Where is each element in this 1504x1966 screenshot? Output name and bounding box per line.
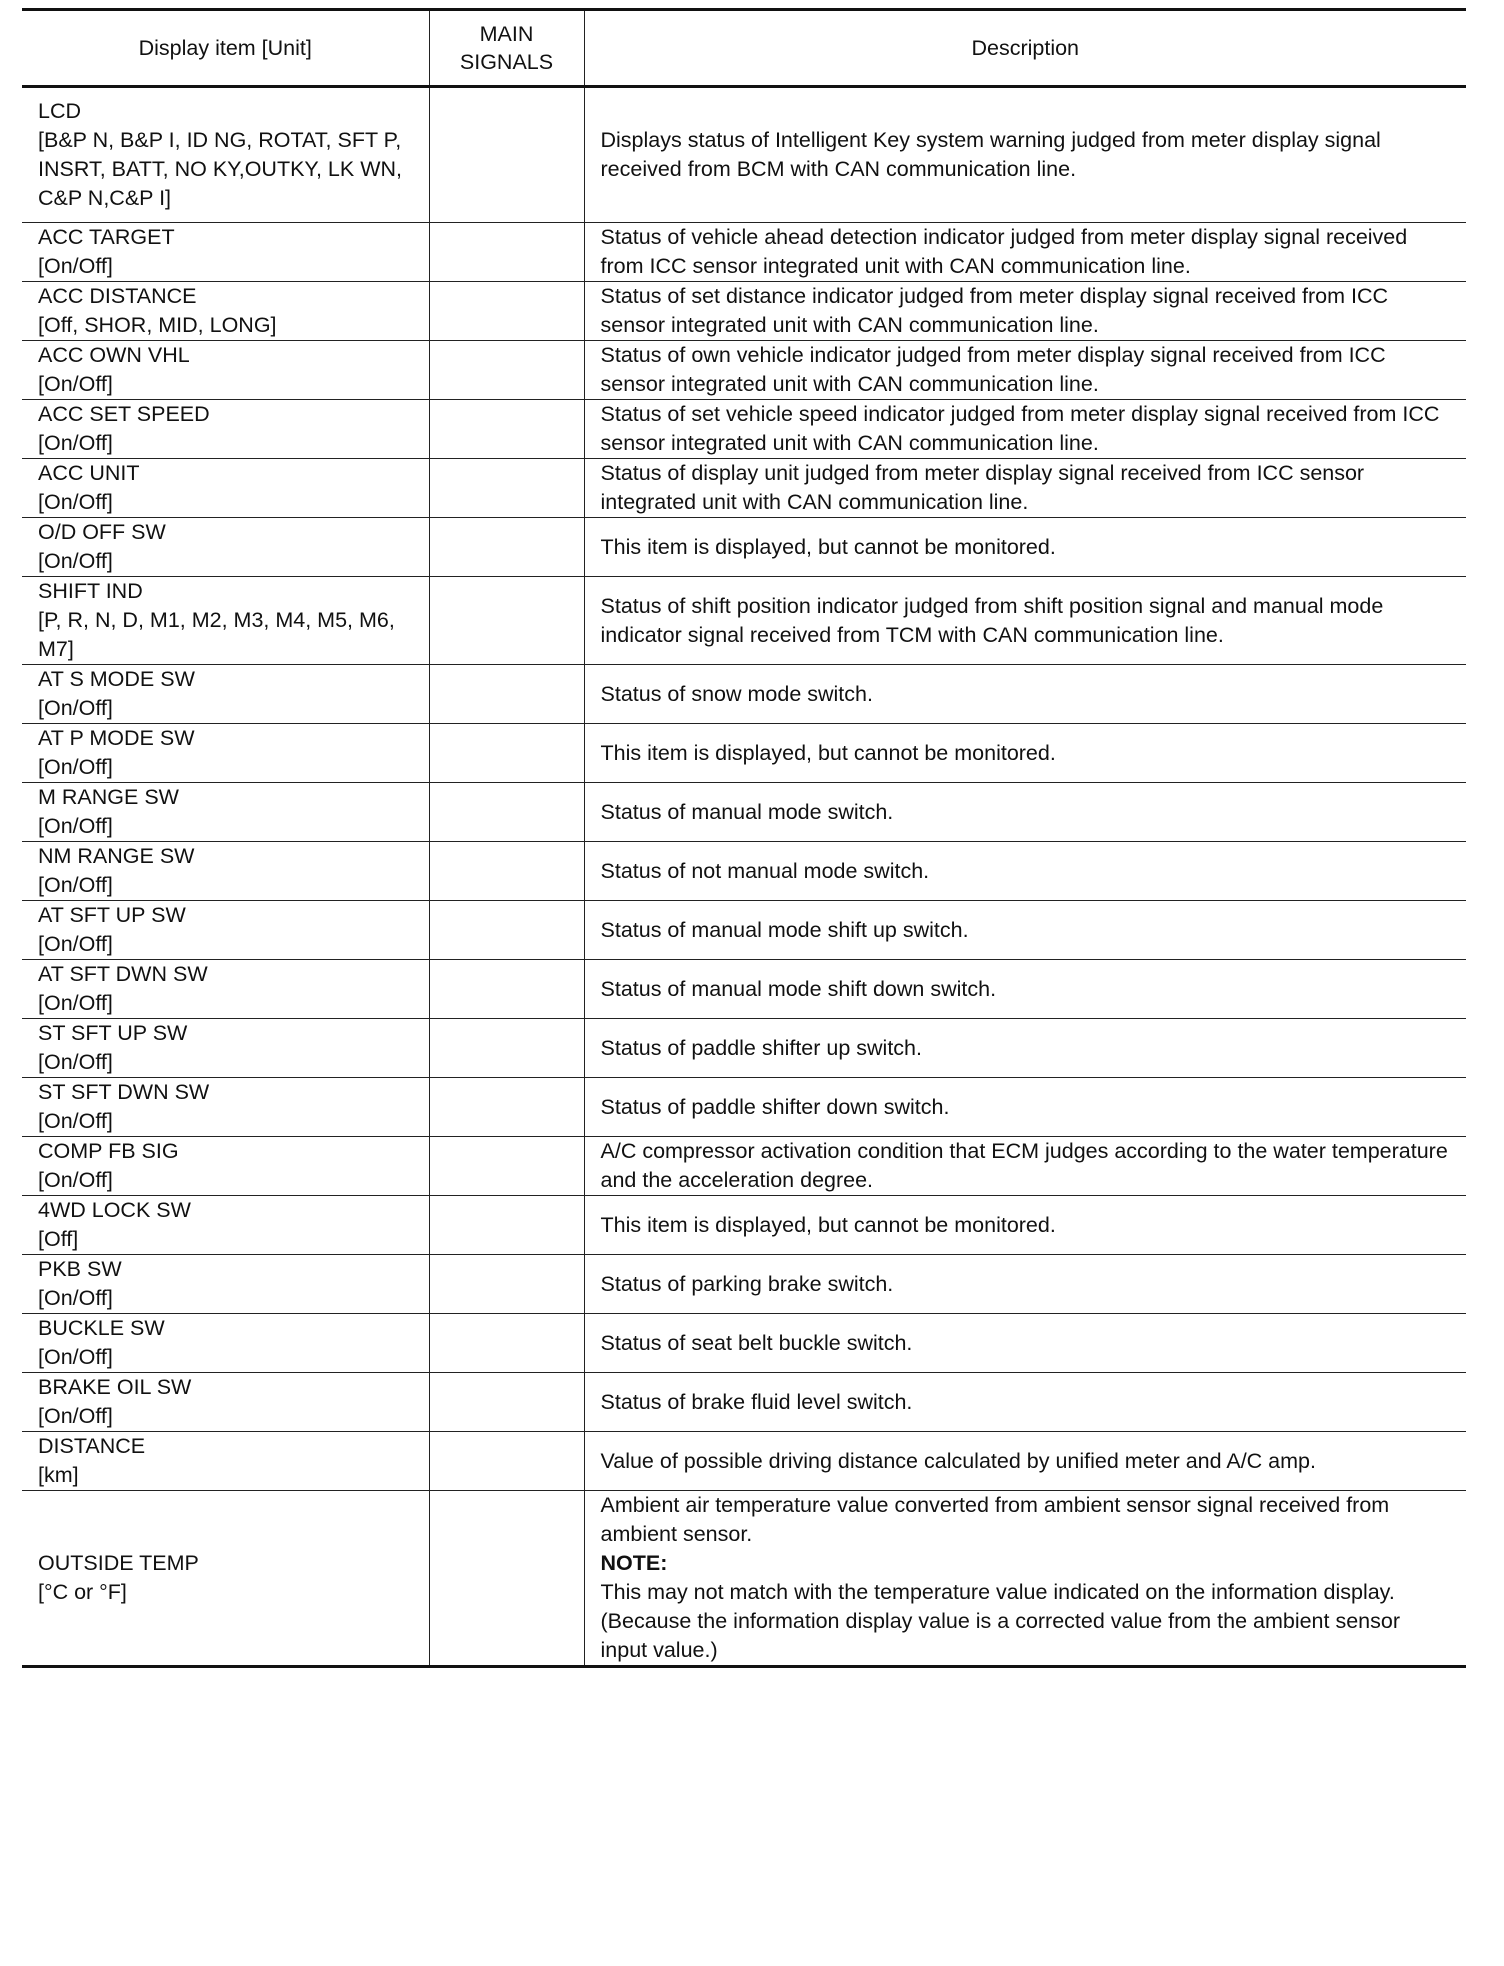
description-text: Status of set distance indicator judged from meter display signal received from ICC sensor integrated unit with CAN communication line. bbox=[600, 284, 1389, 337]
display-item-cell bbox=[22, 1078, 429, 1137]
table-row bbox=[22, 400, 1466, 459]
header-display-item: Display item [Unit] bbox=[22, 10, 429, 87]
item-unit: [On/Off] bbox=[38, 490, 113, 514]
item-name: SHIFT IND bbox=[38, 579, 143, 603]
table-row bbox=[22, 842, 1466, 901]
table-row bbox=[22, 783, 1466, 842]
header-description: Description bbox=[584, 10, 1466, 87]
table-row bbox=[22, 1078, 1466, 1137]
main-signals-cell bbox=[429, 1314, 584, 1373]
item-name: DISTANCE bbox=[38, 1434, 146, 1458]
description-cell bbox=[584, 1019, 1466, 1078]
item-unit: [°C or °F] bbox=[38, 1580, 127, 1604]
description-text: Status of display unit judged from meter display signal received from ICC sensor integrated unit with CAN communication line. bbox=[600, 461, 1365, 514]
main-signals-cell bbox=[429, 341, 584, 400]
table-row bbox=[22, 223, 1466, 282]
item-unit: [P, R, N, D, M1, M2, M3, M4, M5, M6, M7] bbox=[38, 608, 395, 661]
description-cell bbox=[584, 1196, 1466, 1255]
description-cell bbox=[584, 577, 1466, 665]
description-cell bbox=[584, 459, 1466, 518]
main-signals-cell bbox=[429, 1373, 584, 1432]
item-unit: [On/Off] bbox=[38, 1109, 113, 1133]
description-text: Status of vehicle ahead detection indicator judged from meter display signal received from ICC sensor integrated unit with CAN communication line. bbox=[600, 225, 1408, 278]
description-cell bbox=[584, 960, 1466, 1019]
description-text: Displays status of Intelligent Key system warning judged from meter display signal received from BCM with CAN communication line. bbox=[600, 128, 1381, 181]
display-item-cell bbox=[22, 87, 429, 223]
description-cell bbox=[584, 223, 1466, 282]
description-text: Status of manual mode shift down switch. bbox=[600, 976, 997, 1001]
item-unit: [On/Off] bbox=[38, 1404, 113, 1428]
item-name: BUCKLE SW bbox=[38, 1316, 165, 1340]
item-unit: [B&P N, B&P I, ID NG, ROTAT, SFT P, INSRT, BATT, NO KY,OUTKY, LK WN, C&P N,C&P I] bbox=[38, 128, 402, 210]
display-item-cell bbox=[22, 518, 429, 577]
item-name: COMP FB SIG bbox=[38, 1139, 179, 1163]
display-item-cell bbox=[22, 1019, 429, 1078]
item-name: ACC UNIT bbox=[38, 461, 140, 485]
description-cell bbox=[584, 282, 1466, 341]
main-signals-cell bbox=[429, 459, 584, 518]
table-row bbox=[22, 1373, 1466, 1432]
main-signals-cell bbox=[429, 282, 584, 341]
item-unit: [On/Off] bbox=[38, 1050, 113, 1074]
description-text: Status of paddle shifter up switch. bbox=[600, 1035, 922, 1060]
item-name: O/D OFF SW bbox=[38, 520, 166, 544]
display-item-cell bbox=[22, 842, 429, 901]
item-name: ACC SET SPEED bbox=[38, 402, 210, 426]
display-item-cell bbox=[22, 665, 429, 724]
description-text: Ambient air temperature value converted from ambient sensor signal received from ambient sensor. bbox=[600, 1493, 1390, 1546]
main-signals-cell bbox=[429, 1137, 584, 1196]
main-signals-cell bbox=[429, 1019, 584, 1078]
item-unit: [On/Off] bbox=[38, 755, 113, 779]
description-text: Status of own vehicle indicator judged from meter display signal received from ICC sensor integrated unit with CAN communication line. bbox=[600, 343, 1386, 396]
item-unit: [On/Off] bbox=[38, 696, 113, 720]
display-item-cell bbox=[22, 1255, 429, 1314]
display-item-cell bbox=[22, 1137, 429, 1196]
item-name: AT S MODE SW bbox=[38, 667, 195, 691]
item-unit: [On/Off] bbox=[38, 873, 113, 897]
item-unit: [On/Off] bbox=[38, 549, 113, 573]
main-signals-cell bbox=[429, 518, 584, 577]
description-cell bbox=[584, 1255, 1466, 1314]
description-text: A/C compressor activation condition that ECM judges according to the water temperature and the acceleration degree. bbox=[600, 1139, 1448, 1192]
main-signals-cell bbox=[429, 724, 584, 783]
item-unit: [On/Off] bbox=[38, 372, 113, 396]
table-row bbox=[22, 1019, 1466, 1078]
description-text: This item is displayed, but cannot be monitored. bbox=[600, 1212, 1056, 1237]
item-unit: [On/Off] bbox=[38, 1168, 113, 1192]
description-text: Status of brake fluid level switch. bbox=[600, 1389, 913, 1414]
item-unit: [On/Off] bbox=[38, 254, 113, 278]
description-cell bbox=[584, 1137, 1466, 1196]
description-cell bbox=[584, 400, 1466, 459]
description-text: Status of parking brake switch. bbox=[600, 1271, 894, 1296]
item-name: OUTSIDE TEMP bbox=[38, 1551, 199, 1575]
table-row bbox=[22, 518, 1466, 577]
main-signals-cell bbox=[429, 1432, 584, 1491]
description-cell bbox=[584, 87, 1466, 223]
table-row bbox=[22, 87, 1466, 223]
item-name: M RANGE SW bbox=[38, 785, 179, 809]
description-cell bbox=[584, 783, 1466, 842]
description-text: Status of set vehicle speed indicator judged from meter display signal received from ICC sensor integrated unit with CAN communication line. bbox=[600, 402, 1440, 455]
table-row bbox=[22, 1432, 1466, 1491]
description-text: Status of snow mode switch. bbox=[600, 681, 873, 706]
display-item-cell bbox=[22, 901, 429, 960]
main-signals-cell bbox=[429, 577, 584, 665]
display-item-cell bbox=[22, 1432, 429, 1491]
main-signals-cell bbox=[429, 783, 584, 842]
display-items-table bbox=[22, 8, 1466, 1668]
main-signals-cell bbox=[429, 1255, 584, 1314]
item-name: PKB SW bbox=[38, 1257, 122, 1281]
main-signals-cell bbox=[429, 901, 584, 960]
display-item-cell bbox=[22, 282, 429, 341]
item-name: LCD bbox=[38, 99, 82, 123]
main-signals-cell bbox=[429, 400, 584, 459]
description-cell bbox=[584, 518, 1466, 577]
description-text: Status of seat belt buckle switch. bbox=[600, 1330, 913, 1355]
description-text: Status of manual mode switch. bbox=[600, 799, 894, 824]
main-signals-cell bbox=[429, 223, 584, 282]
description-cell bbox=[584, 724, 1466, 783]
item-name: BRAKE OIL SW bbox=[38, 1375, 192, 1399]
display-item-cell bbox=[22, 459, 429, 518]
description-cell bbox=[584, 1314, 1466, 1373]
item-unit: [On/Off] bbox=[38, 932, 113, 956]
display-item-cell bbox=[22, 960, 429, 1019]
table-row bbox=[22, 577, 1466, 665]
note-text: This may not match with the temperature value indicated on the information display. (Because the information display value is a corrected value from the ambient sensor input value.) bbox=[600, 1580, 1400, 1662]
description-text: Status of paddle shifter down switch. bbox=[600, 1094, 950, 1119]
main-signals-cell bbox=[429, 1196, 584, 1255]
main-signals-cell bbox=[429, 1491, 584, 1667]
description-cell bbox=[584, 341, 1466, 400]
table-row bbox=[22, 1255, 1466, 1314]
description-text: Status of manual mode shift up switch. bbox=[600, 917, 969, 942]
display-item-cell bbox=[22, 577, 429, 665]
display-item-cell bbox=[22, 223, 429, 282]
table-row bbox=[22, 901, 1466, 960]
table-row bbox=[22, 459, 1466, 518]
item-name: 4WD LOCK SW bbox=[38, 1198, 191, 1222]
description-text: This item is displayed, but cannot be monitored. bbox=[600, 740, 1056, 765]
item-unit: [On/Off] bbox=[38, 1286, 113, 1310]
display-item-cell bbox=[22, 341, 429, 400]
item-unit: [On/Off] bbox=[38, 814, 113, 838]
display-item-cell bbox=[22, 783, 429, 842]
item-name: ST SFT DWN SW bbox=[38, 1080, 210, 1104]
item-unit: [km] bbox=[38, 1463, 79, 1487]
description-text: Value of possible driving distance calculated by unified meter and A/C amp. bbox=[600, 1448, 1316, 1473]
item-name: ACC TARGET bbox=[38, 225, 175, 249]
table-row bbox=[22, 960, 1466, 1019]
item-name: ACC OWN VHL bbox=[38, 343, 190, 367]
description-cell bbox=[584, 1491, 1466, 1667]
header-main-signals: MAIN SIGNALS bbox=[429, 10, 584, 87]
display-item-cell bbox=[22, 400, 429, 459]
description-cell bbox=[584, 665, 1466, 724]
description-cell bbox=[584, 842, 1466, 901]
main-signals-cell bbox=[429, 960, 584, 1019]
table-row bbox=[22, 665, 1466, 724]
table-row bbox=[22, 1137, 1466, 1196]
main-signals-cell bbox=[429, 842, 584, 901]
table-header-row bbox=[22, 10, 1466, 87]
description-cell bbox=[584, 1078, 1466, 1137]
item-unit: [On/Off] bbox=[38, 431, 113, 455]
item-name: ST SFT UP SW bbox=[38, 1021, 188, 1045]
item-name: ACC DISTANCE bbox=[38, 284, 197, 308]
table-row bbox=[22, 1491, 1466, 1667]
item-unit: [On/Off] bbox=[38, 1345, 113, 1369]
table-row bbox=[22, 1196, 1466, 1255]
display-item-cell bbox=[22, 1196, 429, 1255]
description-text: Status of shift position indicator judged from shift position signal and manual mode indicator signal received from TCM with CAN communication line. bbox=[600, 593, 1384, 647]
table-body bbox=[22, 87, 1466, 1667]
item-unit: [Off, SHOR, MID, LONG] bbox=[38, 313, 277, 337]
item-name: NM RANGE SW bbox=[38, 844, 195, 868]
display-item-cell bbox=[22, 1491, 429, 1667]
item-unit: [Off] bbox=[38, 1227, 79, 1251]
display-item-cell bbox=[22, 1373, 429, 1432]
display-item-cell bbox=[22, 724, 429, 783]
table-row bbox=[22, 282, 1466, 341]
table-row bbox=[22, 341, 1466, 400]
description-text: Status of not manual mode switch. bbox=[600, 858, 930, 883]
table-row bbox=[22, 724, 1466, 783]
item-name: AT SFT UP SW bbox=[38, 903, 186, 927]
item-unit: [On/Off] bbox=[38, 991, 113, 1015]
display-item-cell bbox=[22, 1314, 429, 1373]
description-cell bbox=[584, 1432, 1466, 1491]
description-text: This item is displayed, but cannot be monitored. bbox=[600, 534, 1056, 559]
main-signals-cell bbox=[429, 665, 584, 724]
main-signals-cell bbox=[429, 87, 584, 223]
table-row bbox=[22, 1314, 1466, 1373]
note-label: NOTE: bbox=[600, 1551, 668, 1575]
main-signals-cell bbox=[429, 1078, 584, 1137]
item-name: AT P MODE SW bbox=[38, 726, 195, 750]
item-name: AT SFT DWN SW bbox=[38, 962, 208, 986]
description-cell bbox=[584, 1373, 1466, 1432]
description-cell bbox=[584, 901, 1466, 960]
